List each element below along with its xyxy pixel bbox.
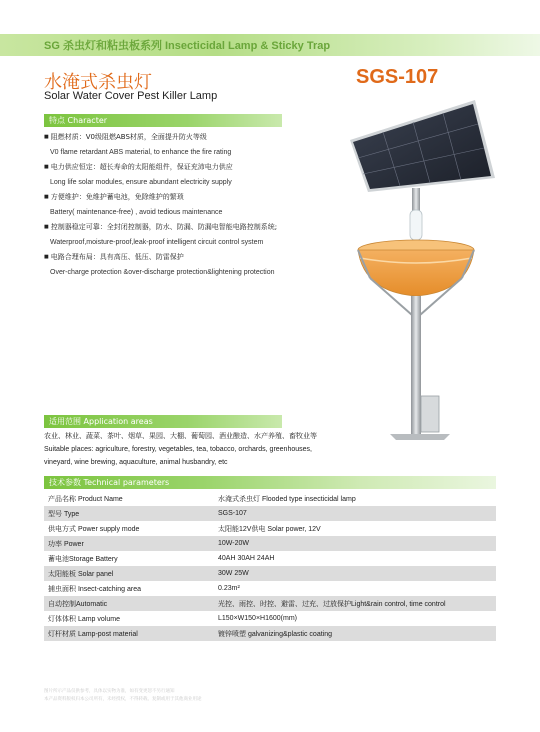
param-value: 30W 25W	[214, 566, 496, 581]
footer-note	[44, 688, 344, 704]
application-line: 农业、林业、蔬菜、茶叶、烟草、果园、大棚、葡萄园、酒业酿造、水产养殖、畜牧业等	[44, 433, 317, 440]
solar-lamp-illustration	[330, 100, 510, 450]
param-label: 太阳能板 Solar panel	[44, 566, 214, 581]
param-value: 水淹式杀虫灯 Flooded type insecticidal lamp	[214, 491, 496, 506]
application-line: Suitable places: agriculture, forestry, vegetables, tea, tobacco, orchards, greenhouses,	[44, 446, 312, 453]
param-value: 太阳能12V供电 Solar power, 12V	[214, 521, 496, 536]
parameters-section-bar	[44, 476, 496, 489]
feature-item	[44, 132, 344, 158]
feature-en: Battery( maintenance-free) , avoid tedious maintenance	[50, 209, 223, 216]
footer-line: 图片所示产品仅供参考，具体以实物为准，如有变更恕不另行通知	[44, 689, 175, 694]
param-value: SGS-107	[214, 506, 496, 521]
feature-en: Long life solar modules, ensure abundant electricity supply	[50, 179, 232, 186]
table-row	[44, 626, 496, 641]
solar-panel	[350, 100, 495, 192]
table-row	[44, 566, 496, 581]
param-label: 灯体体积 Lamp volume	[44, 611, 214, 626]
param-label: 供电方式 Power supply mode	[44, 521, 214, 536]
table-row	[44, 611, 496, 626]
param-label: 型号 Type	[44, 506, 214, 521]
footer-line: 本产品资料版权归本公司所有，未经授权，不得转载、复制或用于其他商业用途	[44, 697, 202, 702]
feature-en: Over-charge protection &over-discharge protection&lightening protection	[50, 269, 275, 276]
application-text	[44, 430, 504, 469]
feature-cn: ■ 电路合理布局：具有高压、低压、防雷保护	[44, 252, 344, 263]
series-banner	[0, 34, 540, 56]
product-title-en: Solar Water Cover Pest Killer Lamp	[44, 90, 218, 102]
application-section-bar	[44, 415, 282, 428]
feature-item	[44, 252, 344, 278]
feature-cn: ■ 阻燃材质：V0级阻燃ABS材质，全面提升防火等级	[44, 132, 344, 143]
param-value: 0.23m²	[214, 581, 496, 596]
param-value: 镀锌喷塑 galvanizing&plastic coating	[214, 626, 496, 641]
table-row	[44, 491, 496, 506]
feature-cn: ■ 电力供应恒定：超长寿命的太阳能组件，保证充沛电力供应	[44, 162, 344, 173]
table-row	[44, 596, 496, 611]
feature-cn: ■ 方便维护：免维护蓄电池，免除维护的繁琐	[44, 192, 344, 203]
series-banner-text: SG 杀虫灯和粘虫板系列 Insecticidal Lamp & Sticky Trap	[44, 40, 331, 52]
parameters-heading: 技术参数 Technical parameters	[49, 478, 170, 487]
application-line: vineyard, wine brewing, aquaculture, animal husbandry, etc	[44, 459, 228, 466]
table-row	[44, 536, 496, 551]
parameters-table	[44, 491, 496, 641]
character-heading: 特点 Character	[49, 116, 108, 125]
table-row	[44, 581, 496, 596]
param-label: 自动控制Automatic	[44, 596, 214, 611]
param-label: 功率 Power	[44, 536, 214, 551]
table-row	[44, 506, 496, 521]
param-label: 蓄电池Storage Battery	[44, 551, 214, 566]
application-heading: 适用范围 Application areas	[49, 417, 153, 426]
param-value: 光控、雨控、时控、避雷、过充、过放保护Light&rain control, time control	[214, 596, 496, 611]
main-pole	[411, 296, 421, 434]
param-label: 灯杆材质 Lamp-post material	[44, 626, 214, 641]
param-label: 捕虫面积 Insect-catching area	[44, 581, 214, 596]
param-value: 10W-20W	[214, 536, 496, 551]
param-label: 产品名称 Product Name	[44, 491, 214, 506]
control-box	[421, 396, 439, 432]
param-value: L150×W150×H1600(mm)	[214, 611, 496, 626]
table-row	[44, 551, 496, 566]
model-number: SGS-107	[356, 66, 439, 88]
feature-list	[44, 128, 344, 280]
feature-item	[44, 222, 344, 248]
lamp-tube	[410, 210, 422, 240]
feature-en: Waterproof,moisture-proof,leak-proof intelligent circuit control system	[50, 239, 264, 246]
water-bowl	[358, 240, 474, 296]
param-value: 40AH 30AH 24AH	[214, 551, 496, 566]
feature-cn: ■ 控制器稳定可靠：全封闭控制器，防水、防漏、防漏电智能电路控制系统;	[44, 222, 344, 233]
feature-item	[44, 162, 344, 188]
product-title-cn: 水淹式杀虫灯	[44, 72, 152, 93]
feature-item	[44, 192, 344, 218]
feature-en: V0 flame retardant ABS material, to enhance the fire rating	[50, 149, 232, 156]
table-row	[44, 521, 496, 536]
character-section-bar	[44, 114, 282, 127]
